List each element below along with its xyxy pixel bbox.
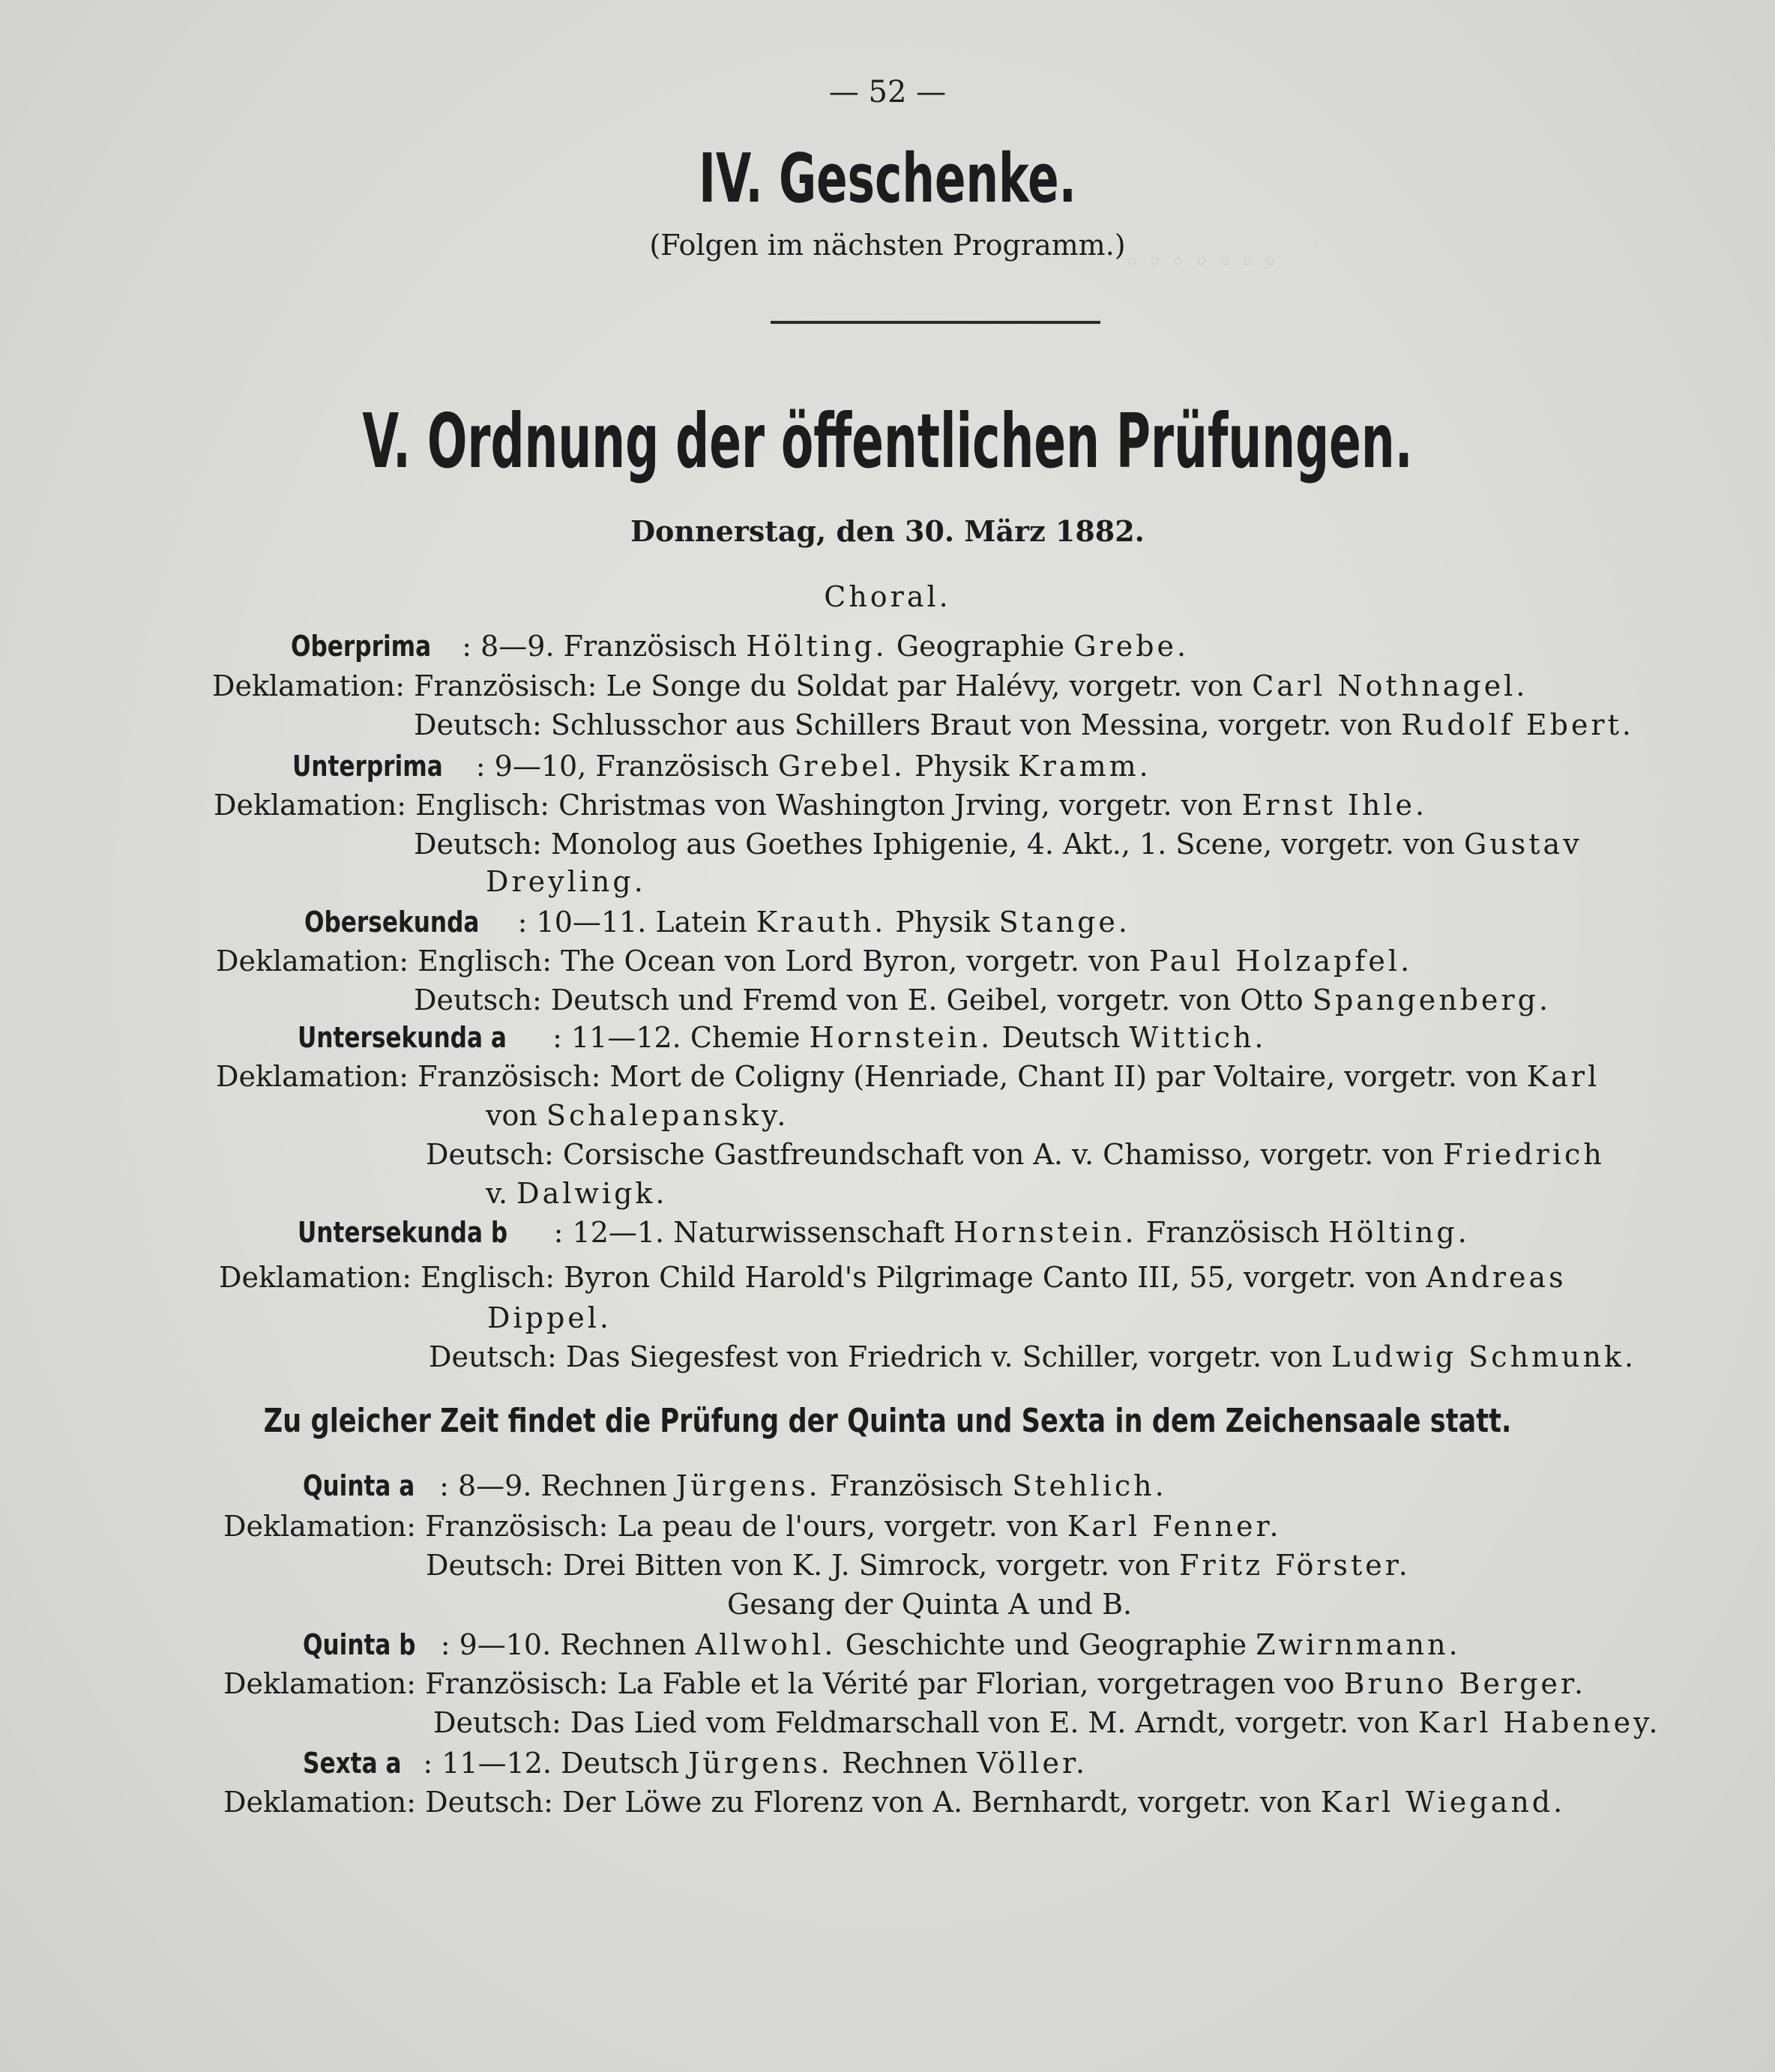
sexta-a-schedule — [303, 1747, 1088, 1780]
section-5-heading: V. Ordnung der öffentlichen Prüfungen. — [362, 397, 1413, 485]
subject: Französisch — [1145, 1216, 1320, 1249]
quinta-gesang: Gesang der Quinta A und B. — [727, 1588, 1133, 1621]
teacher-name: Jürgens. — [688, 1747, 833, 1780]
teacher-name: Kramm. — [1018, 750, 1151, 783]
quinta-b-schedule — [303, 1628, 1461, 1661]
section-4-heading: IV. Geschenke. — [699, 139, 1076, 218]
teacher-name: Stange. — [998, 906, 1130, 939]
subject: Rechnen — [841, 1747, 968, 1780]
subject: Französisch — [829, 1469, 1004, 1502]
schedule-text: : 12—1. Naturwissenschaft — [553, 1216, 944, 1249]
student-name: Ludwig Schmunk. — [1331, 1340, 1637, 1373]
student-name: Friedrich — [1443, 1138, 1605, 1171]
subject: Physik — [895, 906, 990, 939]
obersekunda-declamation-de — [414, 984, 1551, 1017]
unterprima-student-continued: Dreyling. — [486, 865, 646, 898]
name-prefix: v. — [486, 1177, 508, 1210]
class-name: Untersekunda a — [298, 1021, 507, 1054]
teacher-name: Hornstein. — [809, 1021, 993, 1054]
student-name: Carl Nothnagel. — [1252, 669, 1528, 702]
section-4-subtitle: (Folgen im nächsten Programm.) — [649, 229, 1126, 262]
divider-rule — [771, 321, 1100, 324]
class-name: Untersekunda b — [298, 1216, 508, 1249]
student-name: Rudolf Ebert. — [1401, 708, 1634, 741]
unterprima-declamation-en — [214, 789, 1427, 822]
quinta-a-declamation-fr — [223, 1510, 1282, 1543]
schedule-text: : 9—10, Französisch — [475, 750, 769, 783]
bleed-through-text: ◦ ◦ ◦ ◦ ◦ ◦ ◦ — [1124, 247, 1279, 277]
declamation-label: Deklamation: — [223, 1510, 417, 1543]
untersekunda-a-schedule — [298, 1021, 1267, 1054]
student-name: Karl Habeney. — [1418, 1706, 1661, 1739]
declamation-text: Deutsch: Das Siegesfest von Friedrich v. Schiller, vorgetr. von — [429, 1340, 1323, 1373]
class-name: Obersekunda — [304, 906, 480, 939]
teacher-name: Zwirnmann. — [1256, 1628, 1461, 1661]
class-name: Quinta b — [303, 1628, 416, 1661]
declamation-label: Deklamation: — [212, 669, 406, 702]
schedule-text: : 8—9. Rechnen — [439, 1469, 667, 1502]
unterprima-schedule — [292, 750, 1151, 783]
teacher-name: Wittich. — [1129, 1021, 1267, 1054]
teacher-name: Völler. — [977, 1747, 1088, 1780]
exam-date: Donnerstag, den 30. März 1882. — [630, 514, 1145, 548]
teacher-name: Jürgens. — [675, 1469, 821, 1502]
student-name: Bruno Berger. — [1343, 1667, 1587, 1700]
untersekunda-b-declamation-en — [219, 1261, 1567, 1294]
untersekunda-b-student-continued: Dippel. — [487, 1301, 612, 1334]
subject: Geschichte und Geographie — [845, 1628, 1247, 1661]
student-name: Spangenberg. — [1312, 984, 1552, 1017]
student-name: Gustav — [1463, 828, 1582, 861]
teacher-name: Krauth. — [756, 906, 887, 939]
untersekunda-a-declamation-fr — [216, 1060, 1600, 1093]
declamation-text: Deutsch: Deutsch und Fremd von E. Geibel, vorgetr. von Otto — [414, 984, 1304, 1017]
declamation-label: Deklamation: — [216, 945, 409, 978]
teacher-name: Hölting. — [746, 630, 888, 663]
student-name: Karl Fenner. — [1067, 1510, 1282, 1543]
declamation-text: Französisch: Mort de Coligny (Henriade, Chant II) par Voltaire, vorgetr. von — [418, 1060, 1518, 1093]
untersekunda-a-student-continued-2 — [486, 1177, 668, 1210]
teacher-name: Grebel. — [777, 750, 905, 783]
student-name: Paul Holzapfel. — [1148, 945, 1413, 978]
teacher-name: Hornstein. — [953, 1216, 1137, 1249]
quinta-b-declamation-fr — [223, 1667, 1586, 1700]
obersekunda-schedule — [304, 906, 1130, 939]
declamation-label: Deklamation: — [219, 1261, 412, 1294]
student-name: Dalwigk. — [516, 1177, 668, 1210]
untersekunda-b-declamation-de — [429, 1340, 1636, 1373]
oberprima-schedule — [291, 630, 1189, 663]
declamation-text: Deutsch: Der Löwe zu Florenz von A. Bernhardt, vorgetr. von — [425, 1786, 1312, 1819]
obersekunda-declamation-en — [216, 945, 1412, 978]
teacher-name: Grebe. — [1073, 630, 1190, 663]
declamation-text: Französisch: Le Songe du Soldat par Halévy, vorgetr. von — [414, 669, 1244, 702]
declamation-label: Deklamation: — [216, 1060, 409, 1093]
declamation-text: Deutsch: Corsische Gastfreundschaft von A. v. Chamisso, vorgetr. von — [426, 1138, 1435, 1171]
student-name: Karl — [1526, 1060, 1600, 1093]
student-name: Fritz Förster. — [1179, 1549, 1411, 1582]
declamation-text: Deutsch: Schlusschor aus Schillers Braut von Messina, vorgetr. von — [414, 708, 1393, 741]
untersekunda-a-declamation-de — [426, 1138, 1605, 1171]
class-name: Sexta a — [303, 1747, 402, 1780]
declamation-label: Deklamation: — [223, 1786, 417, 1819]
subject: Deutsch — [1001, 1021, 1121, 1054]
unterprima-declamation-de — [414, 828, 1582, 861]
declamation-text: Französisch: La peau de l'ours, vorgetr. von — [425, 1510, 1058, 1543]
declamation-text: Englisch: Christmas von Washington Jrving, vorgetr. von — [415, 789, 1233, 822]
simultaneous-exam-note: Zu gleicher Zeit findet die Prüfung der Quinta und Sexta in dem Zeichensaale statt. — [263, 1402, 1512, 1440]
sexta-a-declamation-de — [223, 1786, 1565, 1819]
schedule-text: : 11—12. Deutsch — [423, 1747, 680, 1780]
class-name: Quinta a — [303, 1469, 415, 1502]
student-name: Andreas — [1426, 1261, 1567, 1294]
class-name: Unterprima — [292, 750, 443, 783]
declamation-text: Französisch: La Fable et la Vérité par Florian, vorgetragen voo — [425, 1667, 1335, 1700]
class-name: Oberprima — [291, 630, 432, 663]
declamation-label: Deklamation: — [223, 1667, 417, 1700]
untersekunda-a-student-continued — [486, 1099, 789, 1132]
schedule-text: : 8—9. Französisch — [462, 630, 738, 663]
declamation-text: Englisch: The Ocean von Lord Byron, vorgetr. von — [418, 945, 1140, 978]
declamation-text: Englisch: Byron Child Harold's Pilgrimage Canto III, 55, vorgetr. von — [421, 1261, 1417, 1294]
oberprima-declamation-fr — [212, 669, 1528, 702]
student-name: Ernst Ihle. — [1241, 789, 1428, 822]
schedule-text: : 9—10. Rechnen — [440, 1628, 687, 1661]
subject: Physik — [914, 750, 1010, 783]
name-prefix: von — [486, 1099, 537, 1132]
teacher-name: Hölting. — [1328, 1216, 1470, 1249]
declamation-text: Deutsch: Das Lied vom Feldmarschall von E. M. Arndt, vorgetr. von — [433, 1706, 1409, 1739]
choral-heading: Choral. — [824, 580, 951, 613]
quinta-b-declamation-de — [433, 1706, 1661, 1739]
student-name: Schalepansky. — [546, 1099, 789, 1132]
schedule-text: : 10—11. Latein — [517, 906, 747, 939]
student-name: Karl Wiegand. — [1320, 1786, 1566, 1819]
declamation-label: Deklamation: — [214, 789, 407, 822]
declamation-text: Deutsch: Monolog aus Goethes Iphigenie, 4. Akt., 1. Scene, vorgetr. von — [414, 828, 1455, 861]
teacher-name: Stehlich. — [1012, 1469, 1167, 1502]
schedule-text: : 11—12. Chemie — [552, 1021, 801, 1054]
quinta-a-schedule — [303, 1469, 1167, 1502]
subject: Geographie — [896, 630, 1065, 663]
declamation-text: Deutsch: Drei Bitten von K. J. Simrock, vorgetr. von — [426, 1549, 1171, 1582]
page-number: — 52 — — [828, 75, 947, 109]
quinta-a-declamation-de — [426, 1549, 1411, 1582]
teacher-name: Allwohl. — [695, 1628, 837, 1661]
oberprima-declamation-de — [414, 708, 1634, 741]
untersekunda-b-schedule — [298, 1216, 1470, 1249]
